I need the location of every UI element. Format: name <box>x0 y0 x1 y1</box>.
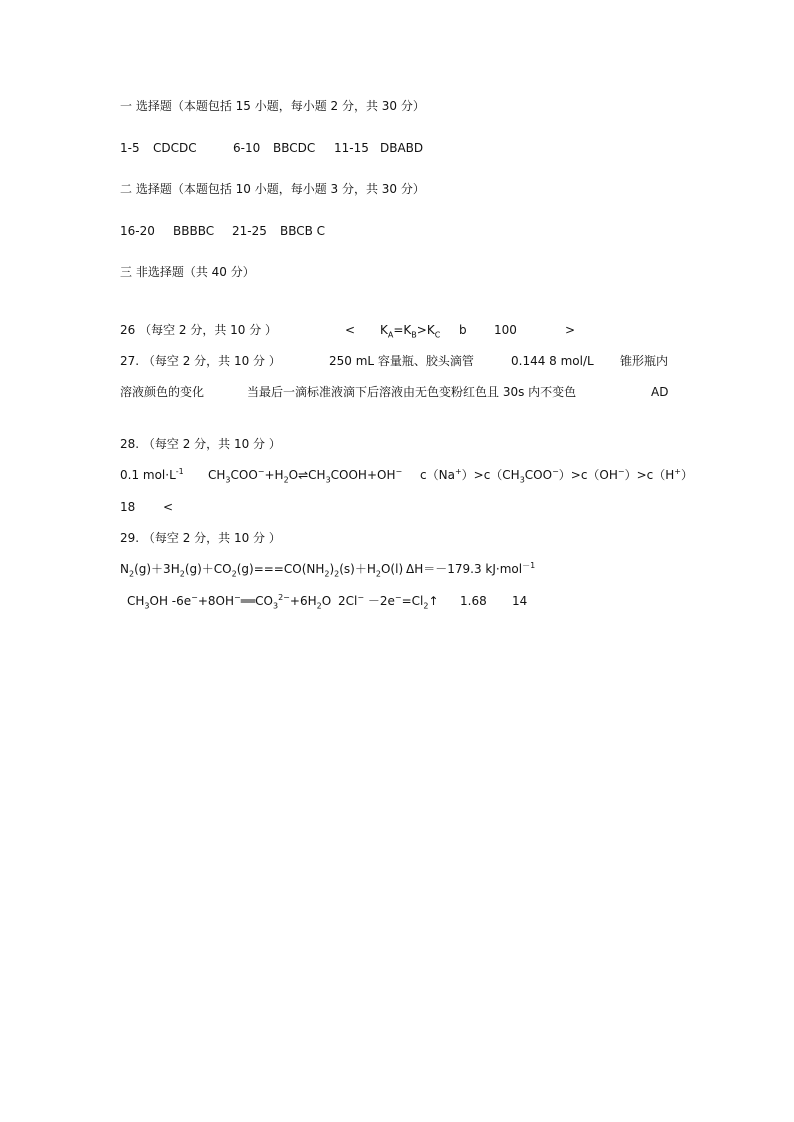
q29-equation-2: $CH_3OH$ $-6e^-+8OH^-══CO_3^{2-}+6H_2O$ <box>127 593 332 611</box>
q27-answer-2: 0.144 8 mol/L <box>511 354 594 368</box>
q26-answer-1: < <box>345 323 356 337</box>
range-1-5: 1-5 <box>120 141 140 155</box>
q27-answer-3b: 溶液颜色的变化 <box>120 385 205 399</box>
question-26-label: 26 （每空 2 分，共 10 分 ） <box>120 323 278 337</box>
range-16-20: 16-20 <box>120 224 155 238</box>
q28-answer-4: 18 <box>120 500 136 514</box>
range-11-15: 11-15 <box>334 141 369 155</box>
q29-enthalpy: ΔH＝－179.3 kJ·mol$^{-1}$ <box>406 561 536 576</box>
section-2-heading: 二 选择题（本题包括 10 小题，每小题 3 分，共 30 分） <box>120 182 425 196</box>
q29-equation-1: $N_2(g)+3H_2(g)+CO_2(g)===CO(NH_2)_2(s)+H_2O(l)$ <box>120 562 404 579</box>
q26-answer-4: 100 <box>494 323 517 337</box>
answers-6-10: BBCDC <box>273 141 316 155</box>
q26-answer-2: $K_A=K_B>K_C$ <box>380 323 441 340</box>
q29-answer-3: 1.68 <box>460 594 487 608</box>
range-6-10: 6-10 <box>233 141 261 155</box>
q26-answer-3: b <box>459 323 467 337</box>
q27-answer-5: AD <box>651 385 669 399</box>
answers-21-25: BBCB C <box>280 224 326 238</box>
q28-answer-1: 0.1 $mol\cdot L^{-1}$ <box>120 467 184 482</box>
answers-1-5: CDCDC <box>153 141 197 155</box>
q27-answer-1: 250 mL 容量瓶、胶头滴管 <box>329 354 474 368</box>
section-3-heading: 三 非选择题（共 40 分） <box>120 265 255 279</box>
q29-equation-3: $2Cl^- -2e^-=Cl_2↑$ <box>338 593 439 611</box>
q29-answer-4: 14 <box>512 594 528 608</box>
q28-equation: $CH_3COO^-+H_2O\rightleftharpoons CH_3COOH+OH^-$ <box>208 467 403 485</box>
section-1-heading: 一 选择题（本题包括 15 小题，每小题 2 分，共 30 分） <box>120 99 425 113</box>
question-29-label: 29. （每空 2 分，共 10 分 ） <box>120 531 281 545</box>
question-28-label: 28. （每空 2 分，共 10 分 ） <box>120 437 281 451</box>
question-27-label: 27. （每空 2 分，共 10 分 ） <box>120 354 281 368</box>
q26-answer-5: > <box>565 323 576 337</box>
q28-concentration-order: $c(Na^+)>c(CH_3COO^-)>c(OH^-)>c(H^+)$ <box>420 467 694 485</box>
q27-answer-4: 当最后一滴标准液滴下后溶液由无色变粉红色且 30s 内不变色 <box>247 385 577 399</box>
range-21-25: 21-25 <box>232 224 267 238</box>
q28-answer-5: < <box>163 500 174 514</box>
q27-answer-3a: 锥形瓶内 <box>620 354 669 368</box>
answers-11-15: DBABD <box>380 141 424 155</box>
answers-16-20: BBBBC <box>173 224 215 238</box>
